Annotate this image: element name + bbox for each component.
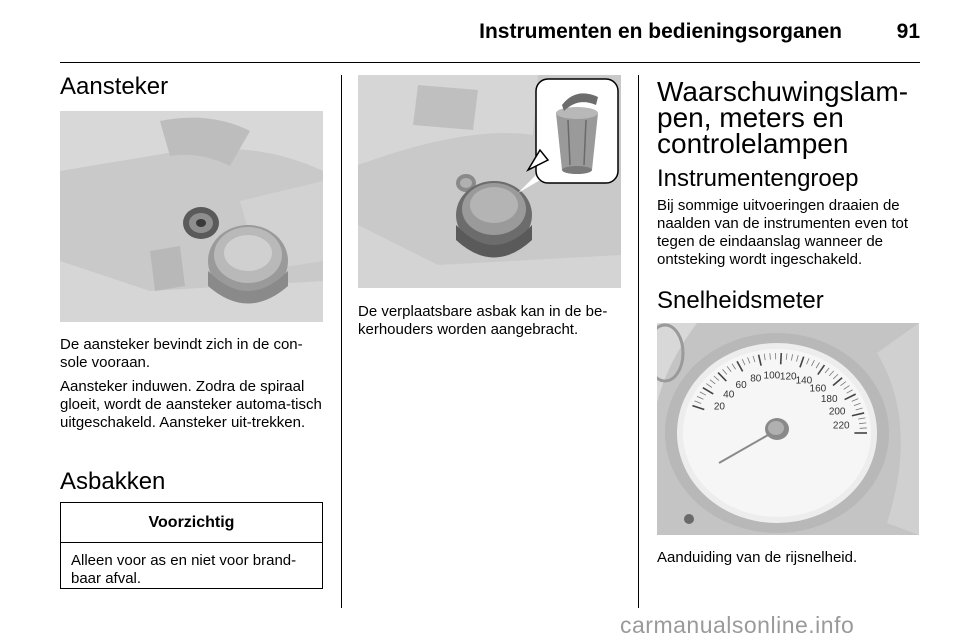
speedometer-tick-label: 20 bbox=[713, 401, 725, 413]
lighter-illustration bbox=[60, 111, 323, 322]
column-divider-1 bbox=[341, 75, 342, 608]
speedometer-tick-label: 120 bbox=[779, 371, 797, 383]
column-divider-2 bbox=[638, 75, 639, 608]
speedometer-caption: Aanduiding van de rijsnelheid. bbox=[657, 549, 858, 566]
speedometer-illustration bbox=[657, 323, 919, 535]
header-rule bbox=[60, 62, 920, 63]
speedometer-tick-label: 160 bbox=[809, 383, 827, 395]
speedometer-tick-label: 140 bbox=[795, 375, 813, 387]
section-title: Instrumenten en bedieningsorganen bbox=[479, 20, 842, 43]
lighter-description bbox=[60, 336, 325, 432]
page-header bbox=[60, 14, 920, 50]
caution-title: Voorzichtig bbox=[61, 503, 322, 543]
speedometer-tick bbox=[781, 353, 782, 364]
lighter-text-2: Aansteker induwen. Zodra de spiraal gloeit, wordt de aansteker automa-tisch uitgeschakeld. Aansteker uit-trekken. bbox=[60, 378, 322, 431]
speedometer-tick-label: 220 bbox=[832, 420, 850, 432]
heading-speedometer: Snelheidsmeter bbox=[657, 287, 824, 314]
speedometer-tick-label: 40 bbox=[723, 389, 735, 401]
caution-box bbox=[60, 502, 323, 589]
speedometer-tick-label: 60 bbox=[735, 380, 747, 392]
heading-instrument-cluster: Instrumentengroep bbox=[657, 165, 859, 192]
speedometer-tick-label: 80 bbox=[750, 373, 762, 385]
watermark: carmanualsonline.info bbox=[620, 612, 855, 638]
heading-aansteker: Aansteker bbox=[60, 73, 169, 100]
ashtray-illustration bbox=[358, 75, 621, 288]
speedometer-tick-label: 200 bbox=[828, 406, 846, 418]
speedometer-tick bbox=[770, 353, 771, 359]
speedometer-tick-label: 180 bbox=[820, 393, 838, 405]
ashtray-description: De verplaatsbare asbak kan in de be-kerhouders worden aangebracht. bbox=[358, 303, 608, 338]
heading-warning-lamps: Waarschuwingslam-pen, meters en controlelampen bbox=[657, 76, 909, 159]
speedometer-tick-label: 100 bbox=[763, 370, 781, 382]
lighter-text-1: De aansteker bevindt zich in de con-sole vooraan. bbox=[60, 336, 303, 371]
instrument-description: Bij sommige uitvoeringen draaien de naalden van de instrumenten even tot tegen de eindaanslag wanneer de ontsteking wordt ingeschakeld. bbox=[657, 197, 909, 268]
heading-asbakken: Asbakken bbox=[60, 468, 166, 495]
caution-text: Alleen voor as en niet voor brand-baar afval. bbox=[71, 552, 297, 587]
page-number: 91 bbox=[896, 20, 920, 43]
